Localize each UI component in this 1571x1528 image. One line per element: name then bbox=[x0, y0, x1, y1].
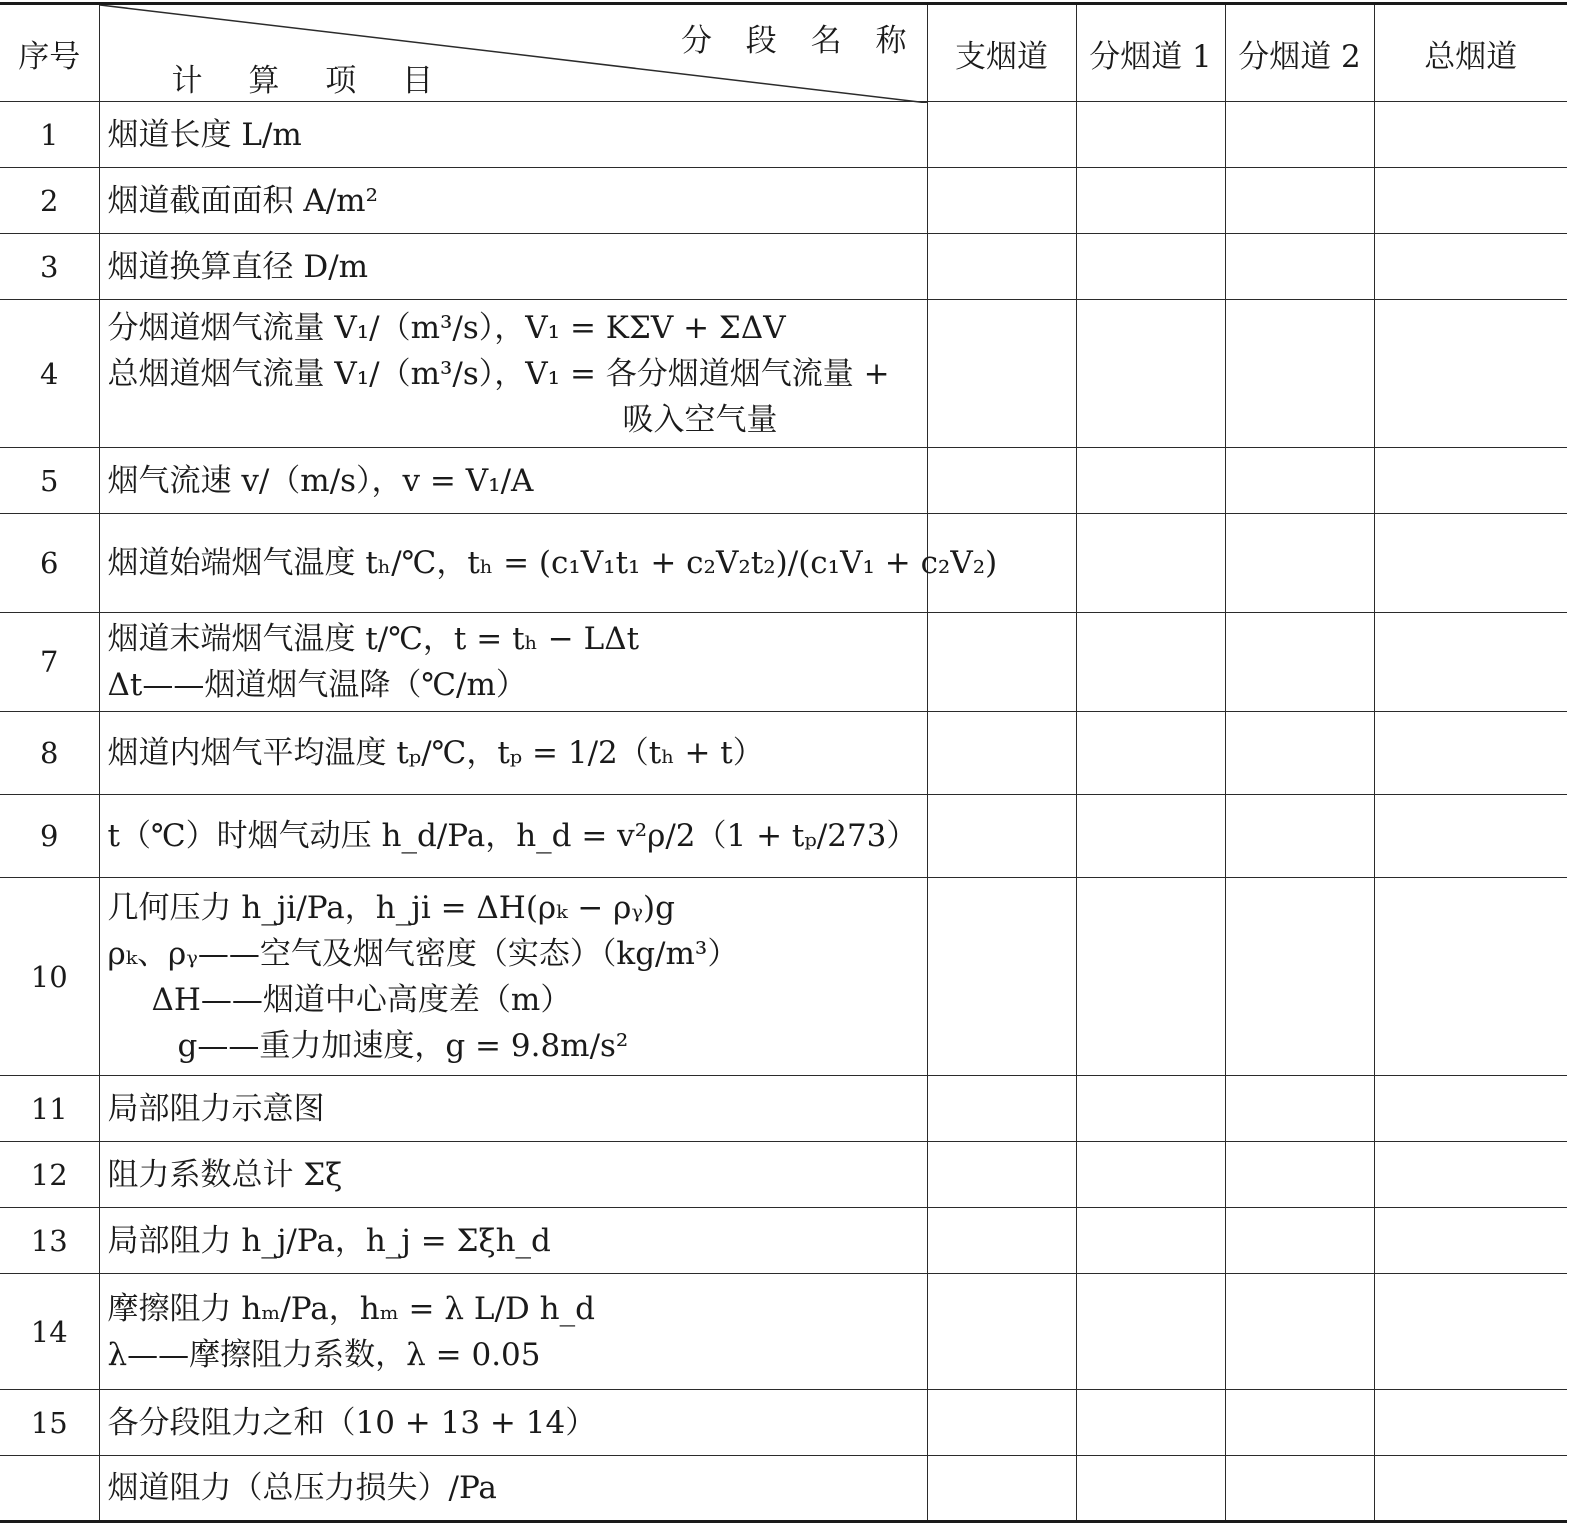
value-cell[interactable] bbox=[1076, 514, 1225, 613]
value-cell[interactable] bbox=[1225, 613, 1374, 712]
table-row bbox=[0, 1208, 1567, 1274]
value-cell[interactable] bbox=[1225, 168, 1374, 234]
calc-item bbox=[99, 448, 927, 514]
calc-item bbox=[99, 168, 927, 234]
value-cell[interactable] bbox=[1225, 234, 1374, 300]
value-cell[interactable] bbox=[1225, 1456, 1374, 1522]
value-cell[interactable] bbox=[1225, 300, 1374, 448]
value-cell[interactable] bbox=[1076, 1076, 1225, 1142]
item-line: 局部阻力示意图 bbox=[107, 1090, 325, 1127]
flue-resistance-table bbox=[0, 2, 1567, 1523]
value-cell[interactable] bbox=[927, 613, 1076, 712]
item-line: λ——摩擦阻力系数，λ = 0.05 bbox=[107, 1336, 541, 1373]
item-line: ρₖ、ρᵧ——空气及烟气密度（实态）（kg/m³） bbox=[107, 935, 739, 972]
row-number: 4 bbox=[0, 300, 99, 448]
value-cell[interactable] bbox=[1374, 1456, 1567, 1522]
item-line: 各分段阻力之和（10 + 13 + 14） bbox=[107, 1404, 597, 1441]
value-cell[interactable] bbox=[927, 1274, 1076, 1390]
table-row bbox=[0, 712, 1567, 795]
row-number: 5 bbox=[0, 448, 99, 514]
value-cell[interactable] bbox=[1374, 1208, 1567, 1274]
item-line: 吸入空气量 bbox=[622, 401, 778, 438]
item-line: 摩擦阻力 hₘ/Pa，hₘ = λ L/D h_d bbox=[107, 1290, 595, 1327]
diagonal-header-cell bbox=[99, 4, 927, 102]
column-header-sub-flue-1: 分烟道 1 bbox=[1076, 4, 1225, 102]
item-line: 分烟道烟气流量 V₁/（m³/s），V₁ = KΣV + ΣΔV bbox=[107, 309, 786, 346]
calc-item bbox=[99, 514, 998, 613]
item-line: 烟道阻力（总压力损失）/Pa bbox=[107, 1470, 497, 1506]
item-line: 几何压力 h_ji/Pa，h_ji = ΔH(ρₖ − ρᵧ)g bbox=[107, 889, 675, 926]
item-line: 烟道换算直径 D/m bbox=[107, 248, 369, 285]
value-cell[interactable] bbox=[1225, 1076, 1374, 1142]
value-cell[interactable] bbox=[927, 300, 1076, 448]
row-number: 8 bbox=[0, 712, 99, 795]
value-cell[interactable] bbox=[1225, 102, 1374, 168]
value-cell[interactable] bbox=[1374, 1076, 1567, 1142]
value-cell[interactable] bbox=[1374, 1274, 1567, 1390]
value-cell[interactable] bbox=[1374, 613, 1567, 712]
value-cell[interactable] bbox=[1225, 878, 1374, 1076]
calc-item bbox=[99, 1208, 927, 1274]
item-line: t（℃）时烟气动压 h_d/Pa，h_d = v²ρ/2（1 + tₚ/273） bbox=[107, 818, 918, 854]
calc-item bbox=[99, 300, 927, 448]
value-cell[interactable] bbox=[927, 102, 1076, 168]
value-cell[interactable] bbox=[927, 234, 1076, 300]
calc-item bbox=[99, 795, 927, 878]
item-line: 烟道始端烟气温度 tₕ/℃，tₕ = (c₁V₁t₁ + c₂V₂t₂)/(c₁V₁ + c₂V₂) bbox=[107, 545, 998, 581]
value-cell[interactable] bbox=[1374, 1142, 1567, 1208]
row-number: 15 bbox=[0, 1390, 99, 1456]
calc-item bbox=[99, 1390, 927, 1456]
item-line: 局部阻力 h_j/Pa，h_j = Σξh_d bbox=[107, 1222, 551, 1259]
seq-header: 序号 bbox=[0, 4, 99, 102]
value-cell[interactable] bbox=[1076, 1274, 1225, 1390]
value-cell[interactable] bbox=[1076, 168, 1225, 234]
table-row bbox=[0, 878, 1567, 1076]
row-number: 14 bbox=[0, 1274, 99, 1390]
value-cell[interactable] bbox=[1225, 795, 1374, 878]
value-cell[interactable] bbox=[927, 878, 1076, 1076]
calc-item bbox=[99, 1076, 927, 1142]
calc-item-label: 计 算 项 目 bbox=[171, 63, 452, 99]
row-number: 9 bbox=[0, 795, 99, 878]
value-cell[interactable] bbox=[927, 1142, 1076, 1208]
table-row bbox=[0, 168, 1567, 234]
value-cell[interactable] bbox=[927, 1390, 1076, 1456]
value-cell[interactable] bbox=[927, 795, 1076, 878]
row-number: 2 bbox=[0, 168, 99, 234]
value-cell[interactable] bbox=[1076, 795, 1225, 878]
table-row bbox=[0, 300, 1567, 448]
value-cell[interactable] bbox=[1374, 878, 1567, 1076]
value-cell[interactable] bbox=[1076, 613, 1225, 712]
table-row bbox=[0, 1456, 1567, 1522]
table-row bbox=[0, 1390, 1567, 1456]
value-cell[interactable] bbox=[1374, 795, 1567, 878]
value-cell[interactable] bbox=[1076, 448, 1225, 514]
value-cell[interactable] bbox=[1374, 514, 1567, 613]
value-cell[interactable] bbox=[1225, 1208, 1374, 1274]
value-cell[interactable] bbox=[1374, 300, 1567, 448]
item-line: 烟道内烟气平均温度 tₚ/℃，tₚ = 1/2（tₕ + t） bbox=[107, 735, 764, 771]
item-line: ΔH——烟道中心高度差（m） bbox=[151, 981, 572, 1018]
value-cell[interactable] bbox=[1076, 878, 1225, 1076]
item-line: g——重力加速度，g = 9.8m/s² bbox=[177, 1027, 629, 1064]
value-cell[interactable] bbox=[1374, 102, 1567, 168]
value-cell[interactable] bbox=[1076, 712, 1225, 795]
row-number: 7 bbox=[0, 613, 99, 712]
table-row bbox=[0, 102, 1567, 168]
row-number: 3 bbox=[0, 234, 99, 300]
value-cell[interactable] bbox=[927, 448, 1076, 514]
value-cell[interactable] bbox=[1225, 712, 1374, 795]
row-number bbox=[0, 1456, 99, 1522]
row-number: 13 bbox=[0, 1208, 99, 1274]
calc-item bbox=[99, 1274, 927, 1390]
calc-item bbox=[99, 712, 927, 795]
header-row bbox=[0, 4, 1567, 102]
item-line: 总烟道烟气流量 V₁/（m³/s），V₁ = 各分烟道烟气流量 + bbox=[107, 355, 890, 392]
value-cell[interactable] bbox=[1374, 234, 1567, 300]
value-cell[interactable] bbox=[1225, 1274, 1374, 1390]
value-cell[interactable] bbox=[1076, 234, 1225, 300]
value-cell[interactable] bbox=[1076, 1208, 1225, 1274]
calc-item bbox=[99, 613, 927, 712]
value-cell[interactable] bbox=[1374, 712, 1567, 795]
calc-item bbox=[99, 1456, 927, 1522]
value-cell[interactable] bbox=[927, 168, 1076, 234]
table-row bbox=[0, 514, 1567, 613]
value-cell[interactable] bbox=[1374, 1390, 1567, 1456]
row-number: 11 bbox=[0, 1076, 99, 1142]
value-cell[interactable] bbox=[1076, 1456, 1225, 1522]
item-line: 烟道截面面积 A/m² bbox=[107, 182, 379, 219]
value-cell[interactable] bbox=[927, 712, 1076, 795]
table-row bbox=[0, 795, 1567, 878]
calc-item bbox=[99, 1142, 927, 1208]
value-cell[interactable] bbox=[1225, 448, 1374, 514]
item-line: 烟道末端烟气温度 t/℃，t = tₕ − LΔt bbox=[107, 621, 640, 657]
segment-name-label: 分 段 名 称 bbox=[680, 23, 919, 59]
calc-item bbox=[99, 102, 927, 168]
row-number: 6 bbox=[0, 514, 99, 613]
row-number: 10 bbox=[0, 878, 99, 1076]
value-cell[interactable] bbox=[1374, 168, 1567, 234]
calc-item bbox=[99, 878, 927, 1076]
value-cell[interactable] bbox=[927, 1076, 1076, 1142]
item-line: 烟气流速 v/（m/s），v = V₁/A bbox=[107, 462, 534, 499]
row-number: 1 bbox=[0, 102, 99, 168]
table-row bbox=[0, 1274, 1567, 1390]
column-header-sub-flue-2: 分烟道 2 bbox=[1225, 4, 1374, 102]
table-row bbox=[0, 1142, 1567, 1208]
column-header-main-flue: 总烟道 bbox=[1374, 4, 1567, 102]
table-row bbox=[0, 613, 1567, 712]
value-cell[interactable] bbox=[1225, 514, 1374, 613]
table-row bbox=[0, 448, 1567, 514]
value-cell[interactable] bbox=[1225, 1142, 1374, 1208]
row-number: 12 bbox=[0, 1142, 99, 1208]
value-cell[interactable] bbox=[1076, 1142, 1225, 1208]
calc-item bbox=[99, 234, 927, 300]
item-line: Δt——烟道烟气温降（℃/m） bbox=[107, 667, 527, 703]
item-line: 烟道长度 L/m bbox=[107, 116, 302, 153]
column-header-branch-flue: 支烟道 bbox=[927, 4, 1076, 102]
table-row bbox=[0, 1076, 1567, 1142]
value-cell[interactable] bbox=[1076, 102, 1225, 168]
value-cell[interactable] bbox=[927, 1456, 1076, 1522]
item-line: 阻力系数总计 Σξ bbox=[107, 1156, 343, 1193]
value-cell[interactable] bbox=[1225, 1390, 1374, 1456]
value-cell[interactable] bbox=[1076, 300, 1225, 448]
value-cell[interactable] bbox=[1374, 448, 1567, 514]
table-row bbox=[0, 234, 1567, 300]
value-cell[interactable] bbox=[1076, 1390, 1225, 1456]
value-cell[interactable] bbox=[927, 1208, 1076, 1274]
